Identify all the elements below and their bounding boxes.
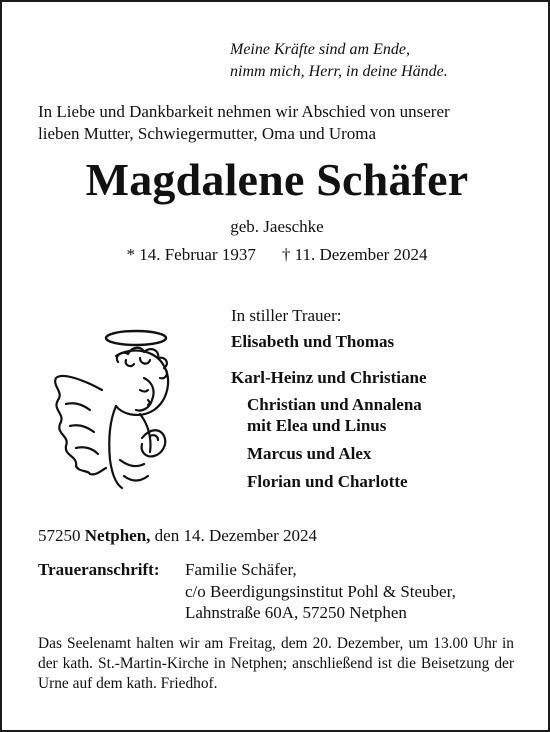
- notice-date: den 14. Dezember 2024: [154, 526, 318, 545]
- address-line-2: c/o Beerdigungsinstitut Pohl & Steuber,: [185, 582, 456, 601]
- mourner-sub-1-line-2: mit Elea und Linus: [247, 416, 387, 435]
- life-dates: [2, 244, 550, 266]
- place-date: [38, 526, 317, 546]
- verse-line-1: Meine Kräfte sind am Ende,: [230, 41, 410, 58]
- mourner-sub-2: Marcus und Alex: [247, 444, 372, 463]
- address-line-1: Familie Schäfer,: [185, 560, 297, 579]
- mourner-sub-3: Florian und Charlotte: [247, 472, 408, 491]
- postcode: 57250: [38, 526, 81, 545]
- mourners-heading: In stiller Trauer:: [231, 306, 342, 325]
- maiden-name: geb. Jaeschke: [230, 217, 324, 236]
- death-date: † 11. Dezember 2024: [281, 245, 428, 264]
- deceased-name: Magdalene Schäfer: [85, 154, 469, 205]
- mourner-sub-1-line-1: Christian und Annalena: [247, 395, 422, 414]
- town: Netphen,: [84, 526, 151, 545]
- angel-illustration: [44, 320, 194, 500]
- mourner-group-2: Karl-Heinz und Christiane: [231, 368, 427, 387]
- address-line-3: Lahnstraße 60A, 57250 Netphen: [185, 603, 407, 622]
- mourner-group-1: Elisabeth und Thomas: [231, 332, 395, 351]
- intro-line-2: lieben Mutter, Schwiegermutter, Oma und Uroma: [38, 124, 377, 143]
- intro-line-1: In Liebe und Dankbarkeit nehmen wir Abschied von unserer: [38, 102, 450, 121]
- address-label: Traueranschrift:: [38, 560, 160, 579]
- birth-date: * 14. Februar 1937: [126, 245, 256, 264]
- service-text: Das Seelenamt halten wir am Freitag, dem 20. Dezember, um 13.00 Uhr in der kath. St.-Martin-Kirche in Netphen; anschließend ist die Beisetzung der Urne auf dem kath. Friedhof.: [38, 635, 514, 692]
- verse-line-2: nimm mich, Herr, in deine Hände.: [230, 63, 448, 80]
